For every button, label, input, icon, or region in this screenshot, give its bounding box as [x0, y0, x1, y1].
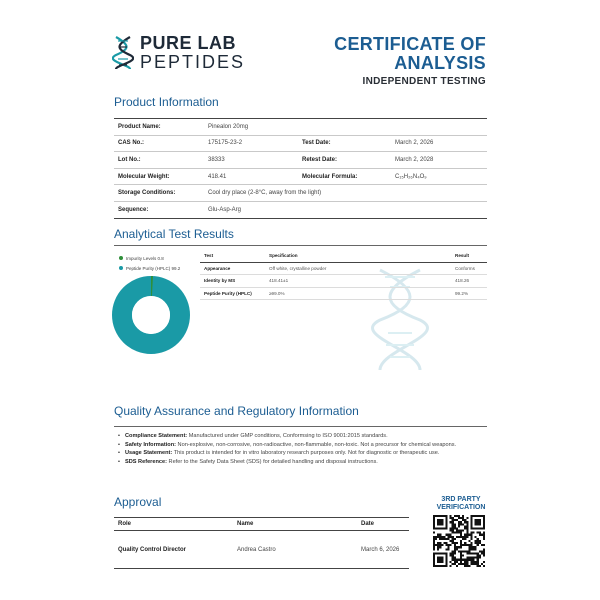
qr-code-icon[interactable] [433, 515, 485, 567]
table-row [200, 275, 487, 288]
cell-value: C₁₅H₂₆N₄O₉ [395, 173, 427, 180]
list-item [118, 449, 488, 457]
cell-date: March 6, 2026 [361, 546, 400, 553]
table-row [114, 119, 487, 136]
cell-value: 175175-23-2 [208, 140, 243, 147]
product-info-table [114, 118, 487, 219]
item-label: Safety Information: [125, 441, 176, 448]
table-row [114, 169, 487, 186]
legend-dot [119, 256, 123, 260]
table-row [114, 202, 487, 219]
third-party-line1: 3RD PARTY [441, 496, 481, 503]
donut-hole [132, 296, 170, 334]
cell-label: CAS No.: [118, 140, 144, 147]
third-party-line2: VERIFICATION [436, 504, 486, 511]
table-row [200, 263, 487, 276]
approval-table [114, 517, 409, 569]
product-info-title: Product Information [114, 95, 219, 109]
brand-logo [112, 34, 245, 71]
table-header [200, 250, 487, 263]
table-row [114, 152, 487, 169]
approval-title: Approval [114, 495, 162, 509]
table-row [114, 531, 409, 569]
qa-title: Quality Assurance and Regulatory Information [114, 404, 359, 418]
cell-value: 38333 [208, 156, 225, 163]
header-role: Role [118, 521, 132, 527]
item-text: Manufactured under GMP conditions, Conformsing to ISO 9001:2015 standards. [188, 433, 388, 439]
analytical-table [200, 250, 487, 300]
legend-item [119, 263, 180, 273]
analytical-title: Analytical Test Results [114, 227, 234, 241]
cell-label: Retest Date: [302, 156, 338, 163]
cell-value: March 2, 2026 [395, 140, 434, 147]
cell-role: Quality Control Director [118, 546, 187, 553]
header-name: Name [237, 521, 254, 527]
item-label: Usage Statement: [125, 450, 173, 457]
cell-label: Test Date: [302, 140, 331, 147]
cert-title-line1: CERTIFICATE OF [334, 34, 486, 54]
third-party-badge [426, 496, 496, 512]
legend-label: Impurity Levels 0.8 [126, 255, 164, 261]
cell-value: 418.41 [208, 173, 227, 180]
cell-test: Appearance [204, 265, 231, 271]
logo-line1: PURE LAB [140, 33, 237, 53]
cell-value: Cool dry place (2-8°C, away from the light) [208, 190, 322, 197]
table-row [200, 288, 487, 301]
cert-title-line2: ANALYSIS [394, 53, 486, 73]
divider [114, 245, 487, 246]
qa-list [118, 432, 488, 467]
cell-label: Sequence: [118, 206, 149, 213]
header-date: Date [361, 521, 375, 527]
list-item [118, 432, 488, 440]
cell-name: Andrea Castro [237, 546, 276, 553]
item-text: Non-explosive, non-corrosive, non-radioactive, non-flammable, non-toxic. Not a precursor for chemical weapons. [177, 441, 457, 448]
logo-line2: PEPTIDES [140, 52, 246, 72]
cell-spec: 418.41±1 [269, 278, 289, 284]
cell-value: March 2, 2028 [395, 156, 434, 163]
legend-label: Peptide Purity (HPLC) 99.2 [126, 265, 181, 271]
legend-item [119, 253, 180, 263]
cert-subtitle: INDEPENDENT TESTING [362, 76, 486, 87]
cell-test: Peptide Purity (HPLC) [204, 290, 252, 296]
cell-spec: ≥99.0% [269, 290, 285, 296]
item-label: Compliance Statement: [125, 433, 188, 439]
list-item [118, 458, 488, 466]
table-header [114, 517, 409, 531]
table-row [114, 185, 487, 202]
cell-label: Storage Conditions: [118, 190, 176, 197]
cell-value: Pinealon 20mg [208, 123, 249, 130]
header-result: Result [455, 253, 470, 259]
table-row [114, 136, 487, 153]
cell-result: 418.26 [455, 278, 470, 284]
certificate-heading [334, 35, 486, 87]
cell-result: 99.2% [455, 290, 469, 296]
dna-helix-icon [112, 35, 134, 71]
legend-dot [119, 266, 123, 270]
cell-label: Molecular Weight: [118, 173, 170, 180]
cell-label: Lot No.: [118, 156, 141, 163]
item-text: Refer to the Safety Data Sheet (SDS) for detailed handling and disposal instructions. [168, 459, 378, 466]
cell-value: Glu-Asp-Arg [208, 206, 242, 213]
list-item [118, 441, 488, 449]
item-label: SDS Reference: [125, 459, 167, 466]
chart-legend [119, 253, 180, 273]
item-text: This product is intended for in vitro laboratory research purposes only. Not for diagnostic or therapeutic use. [173, 450, 440, 457]
cell-label: Product Name: [118, 123, 161, 130]
purity-donut-chart [112, 276, 190, 354]
cell-test: Identity by MS [204, 278, 236, 284]
header-spec: Specification [269, 253, 298, 259]
cell-spec: Off white, crystalline powder [269, 265, 327, 271]
cell-label: Molecular Formula: [302, 173, 358, 180]
header-test: Test [204, 253, 214, 259]
divider [114, 426, 487, 427]
cell-result: Conforms [455, 265, 475, 271]
